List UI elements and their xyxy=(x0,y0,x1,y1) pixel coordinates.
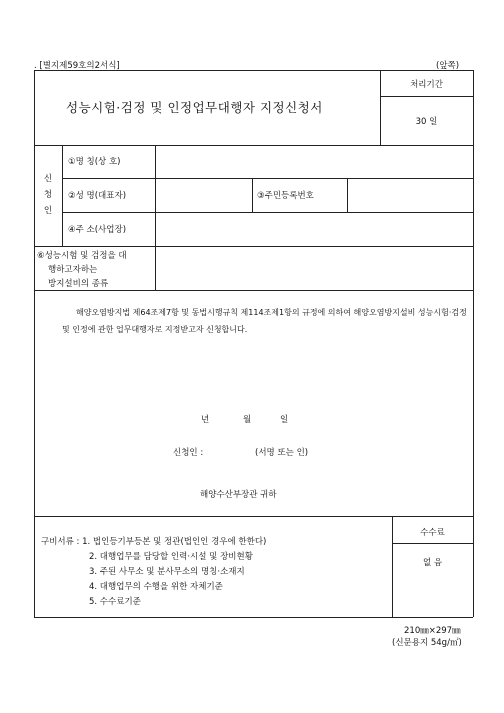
representative-field[interactable] xyxy=(156,179,251,211)
form-title: 성능시험·검정 및 인정업무대행자 지정신청서 xyxy=(66,100,323,115)
fee-label: 수수료 xyxy=(420,528,445,538)
resident-number-label: ③주민등록번호 xyxy=(257,191,314,201)
applicant-side-char-2: 청 xyxy=(43,190,53,200)
applicant-side-char-1: 신 xyxy=(43,174,53,184)
equipment-type-field[interactable] xyxy=(156,247,472,289)
form-number: . [별지제59호의2서식] xyxy=(34,61,120,71)
required-document-item-5: 5. 수수료기준 xyxy=(89,597,141,607)
date-day-label: 일 xyxy=(280,415,289,425)
addressee: 해양수산부장관 귀하 xyxy=(200,490,277,500)
required-documents-intro: 구비서류 : 1. 법인등기부등본 및 정관(법인인 경우에 한한다) xyxy=(41,537,267,547)
processing-period-label: 처리기간 xyxy=(410,80,443,90)
date-month-label: 월 xyxy=(243,415,252,425)
application-statement: 해양오염방지법 제64조제7항 및 동법시행규칙 제114조제1항의 규정에 의하여 해양오염방지설비 성능시험·검정 및 인정에 관한 업무대행자로 지정받고자 신청합니다. xyxy=(62,308,467,334)
applicant-side-char-3: 인 xyxy=(43,206,53,216)
required-document-item-4: 4. 대행업무의 수행을 위한 자체기준 xyxy=(89,582,223,592)
signature-or-seal-label: (서명 또는 인) xyxy=(255,448,309,458)
required-document-item-2: 2. 대행업무를 담당할 인력·시설 및 장비현황 xyxy=(89,552,253,562)
paper-type: (신문용지 54g/㎡) xyxy=(392,638,462,648)
applicant-signature-label: 신청인 : xyxy=(173,448,204,458)
name-label: ①명 칭(상 호) xyxy=(68,157,121,167)
equipment-type-label-line-1: ⑥성능시험 및 검정을 대 xyxy=(37,251,127,261)
processing-period-value: 30 일 xyxy=(415,117,438,127)
fee-value: 없 음 xyxy=(422,558,443,568)
address-label: ④주 소(사업장) xyxy=(68,225,127,235)
name-field[interactable] xyxy=(156,146,472,177)
resident-number-field[interactable] xyxy=(348,179,472,211)
representative-label: ②성 명(대표자) xyxy=(68,191,127,201)
required-document-item-3: 3. 주된 사무소 및 분사무소의 명칭·소재지 xyxy=(89,567,245,577)
paper-size: 210㎜×297㎜ xyxy=(404,626,461,636)
date-year-label: 년 xyxy=(201,415,210,425)
page-side-label: (앞쪽) xyxy=(436,61,460,71)
address-field[interactable] xyxy=(156,213,472,245)
equipment-type-label-line-3: 방지설비의 종류 xyxy=(48,279,109,289)
equipment-type-label-line-2: 행하고자하는 xyxy=(48,265,98,275)
